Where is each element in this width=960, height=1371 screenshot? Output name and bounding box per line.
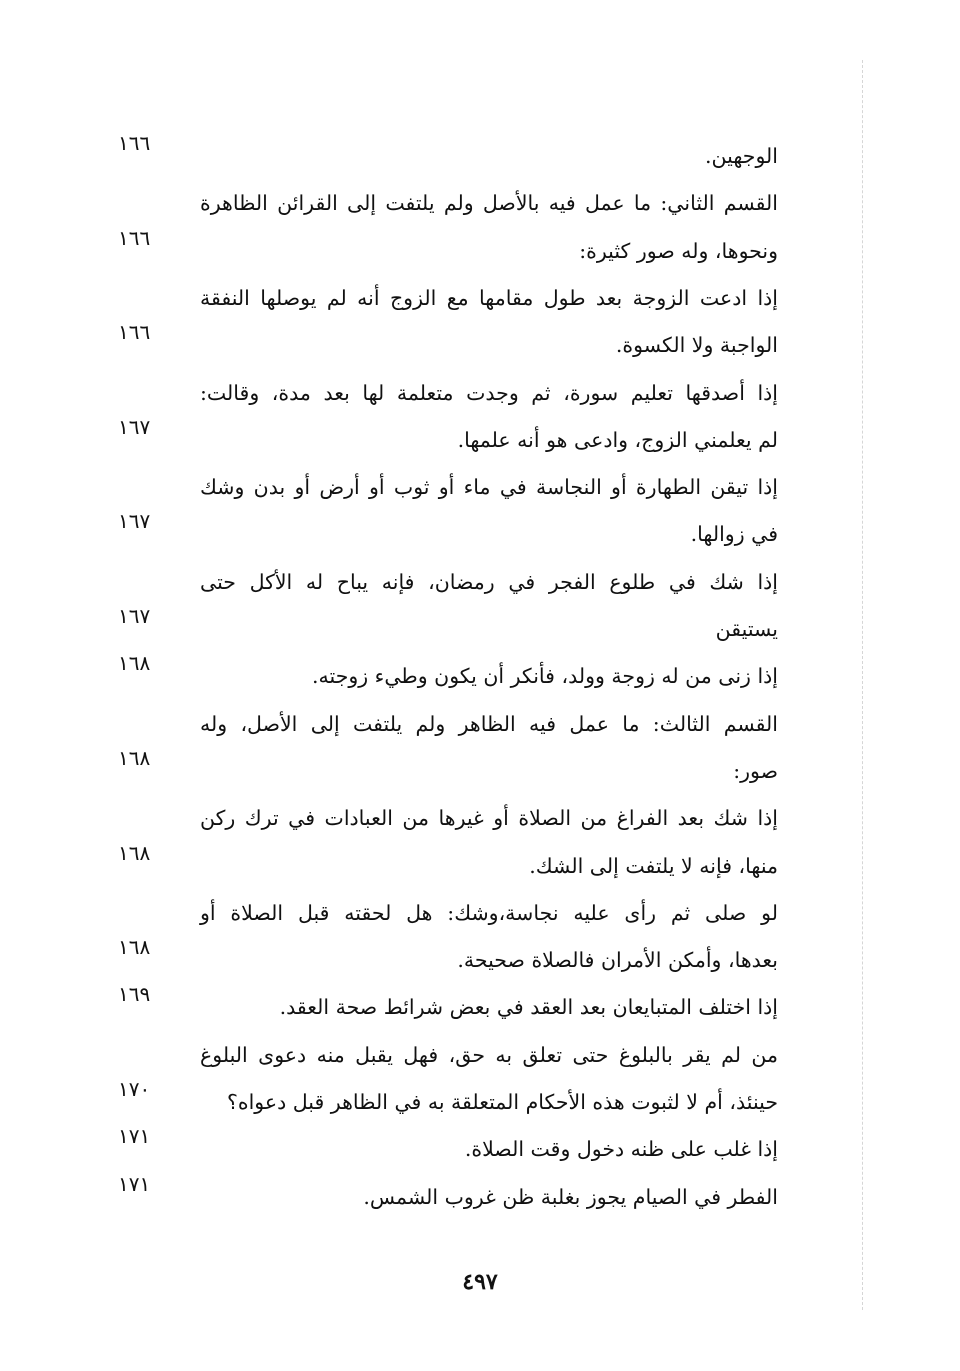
toc-page-number: ١٦٧ — [118, 414, 151, 439]
toc-page-number: ١٦٨ — [118, 651, 151, 676]
toc-entry-line: إذا أصدقها تعليم سورة، ثم وجدت متعلمة لها بعد مدة، وقالت: — [200, 380, 778, 405]
toc-page-number: ١٦٨ — [118, 935, 151, 960]
toc-entry-line: القسم الثالث: ما عمل فيه الظاهر ولم يلتفت إلى الأصل، وله — [200, 711, 778, 736]
toc-page-number: ١٧١ — [118, 1171, 151, 1196]
toc-page-number: ١٦٨ — [118, 745, 151, 770]
toc-page-number: ١٦٧ — [118, 604, 151, 628]
toc-entry-line: إذا غلب على ظنه دخول وقت الصلاة. — [464, 1137, 778, 1162]
toc-entry-line: القسم الثاني: ما عمل فيه بالأصل ولم يلتفت إلى القرائن الظاهرة — [200, 191, 778, 216]
toc-entry-line: الواجبة ولا الكسوة. — [615, 333, 778, 358]
toc-entry-line: إذا زنى من له زوجة وولد، فأنكر أن يكون وطيء زوجته. — [312, 664, 778, 689]
toc-entry-line: الفطر في الصيام يجوز بغلبة ظن غروب الشمس. — [363, 1184, 778, 1209]
toc-page-number: ١٦٧ — [118, 509, 151, 534]
toc-entry-line: إذا شك في طلوع الفجر في رمضان، فإنه يباح له الأكل حتى — [200, 569, 778, 594]
toc-page-number: ١٦٦ — [118, 320, 151, 345]
toc-entry-line: الوجهين. — [705, 144, 778, 168]
toc-entry-line: لو صلى ثم رأى عليه نجاسة،وشك: هل لحقته قبل الصلاة أو — [200, 900, 778, 925]
toc-entry-line: حينئذ، أم لا لثبوت هذه الأحكام المتعلقة به في الظاهر قبل دعواه؟ — [226, 1090, 778, 1114]
toc-entry-line: إذا ادعت الزوجة بعد طول مقامها مع الزوج أنه لم يوصلها النفقة — [200, 285, 778, 310]
toc-entry-line: بعدها، وأمكن الأمران فالصلاة صحيحة. — [457, 948, 778, 973]
toc-entry-line: إذا تيقن الطهارة أو النجاسة في ماء أو ثوب أو أرض أو بدن وشك — [200, 475, 778, 500]
toc-entry-line: لم يعلمني الزوج، وادعى هو أنه علمها. — [457, 427, 778, 452]
toc-page-number: ١٧١ — [118, 1124, 151, 1149]
toc-entry-line: ونحوها، وله صور كثيرة: — [579, 238, 778, 263]
toc-entry-line: في زوالها. — [690, 522, 778, 547]
toc-page-number: ١٦٦ — [118, 131, 151, 155]
toc-page-number: ١٧٠ — [118, 1077, 151, 1101]
toc-page-number: ١٦٨ — [118, 840, 151, 865]
toc-entry-line: يستيقن — [715, 617, 778, 641]
toc-entry-line: إذا شك بعد الفراغ من الصلاة أو غيرها من العبادات في ترك ركن — [200, 806, 778, 831]
toc-entry-line: من لم يقر بالبلوغ حتى تعلق به حق، فهل يقبل منه دعوى البلوغ — [200, 1042, 778, 1067]
toc-entry-line: صور: — [733, 758, 778, 783]
toc-entry-line: منها، فإنه لا يلتفت إلى الشك. — [529, 853, 778, 878]
toc-entry-line: إذا اختلف المتبايعان بعد العقد في بعض شرائط صحة العقد. — [279, 995, 778, 1020]
toc-page-number: ١٦٦ — [118, 225, 151, 250]
toc-page-number: ١٦٩ — [118, 982, 151, 1007]
page-folio-number: ٤٩٧ — [462, 1269, 498, 1295]
